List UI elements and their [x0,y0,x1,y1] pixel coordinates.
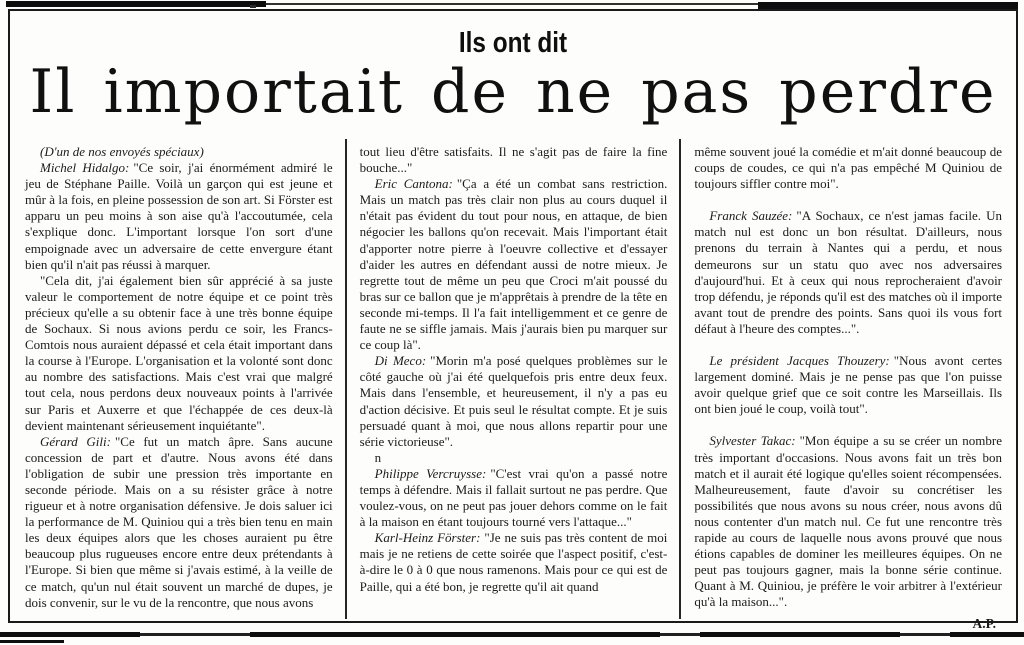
paragraph [360,466,668,530]
article-columns [12,139,1014,632]
paragraph [694,353,1002,417]
kicker: Ils ont dit [458,27,568,59]
quote-text: tout lieu d'être satisfaits. Il ne s'agit pas de faire la fine bouche..." [359,144,668,176]
quote-text: "Ce fut un match âpre. Sans aucune concession de part et d'autre. Nous avons été dans l'obligation de subir une pression très importante en seconde période. Mais on a su résister grâce à notre rigueur et à notre organisation défensive. Je dois saluer ici la performance de M. Quiniou qui a très bien tenu en main les deux équipes alors que les choses auraient pu être beaucoup plus rugueuses encore entre deux prétendants à l'Europe. Si bien que même si j'avais estimé, à la veille de ce match, qu'un nul était souvent un marché de dupes, je dois convenir, sur le vu de la rencontre, que nous avons [25,433,333,610]
scan-rule-bottom-left-dash [0,640,64,643]
paragraph [25,434,333,611]
quote-text: "Mon équipe a su se créer un nombre très important d'occasions. Nous avons fait un très bon match et il aurait été logique qu'elles soient récompensées. Malheureusement, faute d'avoir su concrétiser les possibilités que nous avons su nous créer, nous avons dû nous contenter d'un match nul. Ce fut une rencontre très rapide au cours de laquelle nous avons prouvé que nous étions capables de dominer les meilleures équipes. On ne peut pas toujours gagner, mais la bonne série continue. Quant à M. Quiniou, je préfère le voir arbitrer à l'extérieur qu'à la maison...". [694,433,1003,610]
quote-text: "Morin m'a posé quelques problèmes sur le côté gauche où j'ai été quelquefois pris entre deux feux. Mais dans l'ensemble, et heureusement, il n'y a pas eu d'action décisive. Et puis seul le résultat compte. Et je suis persuadé quant à moi, que nous allons repartir pour une série victorieuse". [359,353,668,449]
quote-text: "Ce soir, j'ai énormément admiré le jeu de Stéphane Paille. Voilà un garçon qui est jeune et mûr à la fois, en pleine possession de son art. Si Förster est apparu un peu moins à son aise qu'à l'accoutumée, cela s'explique donc. L'important lorsque l'on sort d'une empoignade avec un adversaire de cette envergure étant bien qu'il n'ait pas réussi à marquer. [25,160,333,272]
quote-text: "C'est vrai qu'on a passé notre temps à défendre. Mais il fallait surtout ne pas perdre. Que voulez-vous, on ne peut pas jouer dehors comme on le fait à la maison en étant toujours tourné vers l'attaque..." [359,465,668,530]
quote-text: "Nous avont certes largement dominé. Mais je ne pense pas que l'on puisse avoir quelque grief que ce soit contre les Marseillais. Ils ont bien joué le coup, voilà tout". [694,353,1003,417]
scan-rule-top-left [6,1,266,7]
paragraph [360,176,668,353]
paragraph [694,144,1002,192]
scan-rule-bottom-chunk [700,632,900,637]
speaker-name: Di Meco: [374,353,427,369]
scan-rule-bottom-chunk [950,632,1024,637]
scan-rule-bottom-chunk [0,632,140,637]
speaker-name: Michel Hidalgo: [40,160,130,176]
paragraph [360,144,668,176]
quote-text: "Je ne suis pas très content de moi mais je ne retiens de cette soirée que l'aspect positif, c'est-à-dire le 0 à 0 que nous ramenons. Mais pour ce qui est de Paille, qui a été bon, je regrette qu'il ait quand [359,530,668,594]
speaker-name: Sylvester Takac: [709,433,796,449]
paragraph [360,353,668,450]
scan-rule-bottom-chunk [250,632,660,637]
speaker-name: Philippe Vercruysse: [374,465,487,481]
speaker-name: Gérard Gili: [40,433,111,449]
paragraph [694,208,1002,337]
speaker-name: Franck Sauzée: [709,208,793,224]
page-title: Il importait de ne pas perdre [29,57,997,127]
scan-stray-mark: n [374,449,382,465]
signature: A.P. [972,616,997,632]
quote-text: "Cela dit, j'ai également bien sûr apprécié à sa juste valeur le comportement de notre équipe et ce point très précieux qu'elle a su obtenir face à une très bonne équipe de Sochaux. Si nous avions perdu ce soir, les Francs-Comtois nous auraient dépassé et cela était important dans la course à l'Europe. L'organisation et la volonté sont donc au nombre des satisfactions. Mais c'est vrai que malgré tout cela, nous perdons deux nouveaux points à l'arrivée sur Paris et Auxerre et que l'échappée de ces deux-là devient maintenant sérieusement inquiétante". [25,272,333,433]
byline: (D'un de nos envoyés spéciaux) [40,144,204,159]
paragraph [694,433,1002,610]
column-3 [679,139,1014,632]
quote-text: "A Sochaux, ce n'est jamas facile. Un match nul est donc un bon résultat. D'ailleurs, nous prenons du terrain à Nantes qui a perdu, et nous demeurons sur un statu quo avec nos adversaires d'aujourd'hui. Et à ceux qui nous reprocheraient d'avoir trop défendu, je réponds qu'il est des matches où il importe avant tout de prendre des points. Sans quoi ils vous fort défaut à l'heure des comptes...". [694,208,1003,336]
paragraph [360,530,668,594]
quote-text: même souvent joué la comédie et m'ait donné beaucoup de coups de coudes, ce qui n'a pas empêché M Quiniou de toujours siffler contre moi". [694,144,1003,192]
scan-rule-top-middle [266,3,788,5]
article-box [8,9,1018,632]
quote-text: "Ça a été un combat sans restriction. Mais un match pas très clair non plus au cours duquel il n'était pas évident du tout pour nous, en attaque, de bien négocier les ballons qu'on recevait. Mais l'important était d'apporter notre pierre à l'oeuvre collective et d'essayer d'aider les autres en défendant aussi de notre mieux. Je regrette tout de même un peu que Croci m'ait poussé du bras sur ce ballon que je m'apprêtais à prendre de la tête en seconde mi-temps. Il l'a fait intelligemment et ce genre de faute ne se siffle jamais. Mais j'aurais bien pu marquer sur ce coup là". [359,176,668,353]
paragraph [25,273,333,434]
paragraph [25,160,333,273]
column-2 [345,139,680,619]
scan-speck [250,5,256,8]
speaker-name: Le président Jacques Thouzery: [709,353,890,369]
column-1 [12,139,345,619]
speaker-name: Karl-Heinz Förster: [374,530,481,546]
speaker-name: Eric Cantona: [374,176,453,192]
